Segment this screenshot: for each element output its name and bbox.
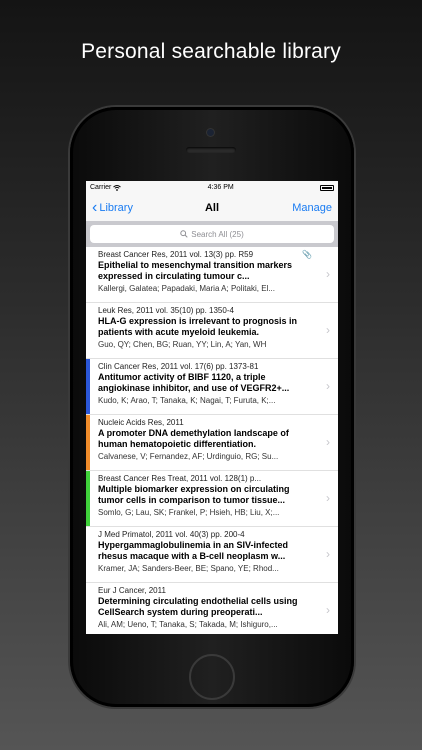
- speaker-grille: [186, 147, 236, 153]
- home-button[interactable]: [189, 654, 235, 700]
- chevron-right-icon: ›: [326, 491, 330, 505]
- chevron-right-icon: ›: [326, 603, 330, 617]
- chevron-right-icon: ›: [326, 379, 330, 393]
- article-row[interactable]: [86, 583, 338, 634]
- article-authors: Kudo, K; Arao, T; Tanaka, K; Nagai, T; Furuta, K;...: [98, 396, 276, 405]
- wifi-icon: [113, 185, 121, 191]
- article-row[interactable]: [86, 247, 338, 303]
- back-button[interactable]: [92, 199, 133, 216]
- article-authors: Somlo, G; Lau, SK; Frankel, P; Hsieh, HB; Liu, X;...: [98, 508, 280, 517]
- search-placeholder: Search All (25): [191, 229, 244, 239]
- chevron-right-icon: ›: [326, 435, 330, 449]
- color-label-bar: [86, 471, 90, 526]
- search-icon: [180, 230, 188, 238]
- article-title: Determining circulating endothelial cells using CellSearch system during preoperati...: [98, 596, 298, 617]
- phone-frame: [70, 107, 354, 707]
- article-title: Hypergammaglobulinemia in an SIV-infected rhesus macaque with a B-cell neoplasm w...: [98, 540, 289, 561]
- chevron-right-icon: ›: [326, 267, 330, 281]
- article-title: Antitumor activity of BIBF 1120, a triple angiokinase inhibitor, and use of VEGFR2+...: [98, 372, 290, 393]
- article-authors: Guo, QY; Chen, BG; Ruan, YY; Lin, A; Yan, WH: [98, 340, 267, 349]
- article-journal: Breast Cancer Res Treat, 2011 vol. 128(1) p...: [98, 474, 262, 483]
- paperclip-icon: 📎: [302, 250, 312, 259]
- article-authors: Kallergi, Galatea; Papadaki, Maria A; Politaki, El...: [98, 284, 275, 293]
- carrier-label: Carrier: [90, 184, 112, 191]
- app-screen: [86, 181, 338, 634]
- chevron-right-icon: ›: [326, 547, 330, 561]
- camera-icon: [207, 129, 214, 136]
- article-journal: Eur J Cancer, 2011: [98, 586, 166, 595]
- chevron-left-icon: ‹: [92, 199, 98, 216]
- article-row[interactable]: [86, 471, 338, 527]
- article-journal: Clin Cancer Res, 2011 vol. 17(6) pp. 1373-81: [98, 362, 259, 371]
- status-time: 4:36 PM: [207, 184, 234, 191]
- manage-button[interactable]: Manage: [292, 201, 332, 214]
- article-title: Epithelial to mesenchymal transition markers expressed in circulating tumour c...: [98, 260, 293, 281]
- search-bar: [86, 221, 338, 247]
- article-row[interactable]: [86, 527, 338, 583]
- article-row[interactable]: [86, 359, 338, 415]
- nav-title: All: [204, 201, 220, 214]
- article-authors: Kramer, JA; Sanders-Beer, BE; Spano, YE; Rhod...: [98, 564, 279, 573]
- marketing-headline: Personal searchable library: [81, 40, 341, 63]
- article-row[interactable]: [86, 303, 338, 359]
- back-button-label: Library: [99, 201, 133, 214]
- color-label-bar: [86, 415, 90, 470]
- article-journal: Nucleic Acids Res, 2011: [98, 418, 184, 427]
- chevron-right-icon: ›: [326, 323, 330, 337]
- search-input[interactable]: [90, 225, 334, 243]
- article-title: A promoter DNA demethylation landscape of human hematopoietic differentiation.: [98, 428, 289, 449]
- navigation-bar: [86, 194, 338, 221]
- article-journal: J Med Primatol, 2011 vol. 40(3) pp. 200-4: [98, 530, 245, 539]
- article-authors: Calvanese, V; Fernandez, AF; Urdinguio, RG; Su...: [98, 452, 279, 461]
- article-title: HLA-G expression is irrelevant to prognosis in patients with acute myeloid leukemia.: [98, 316, 298, 337]
- article-title: Multiple biomarker expression on circulating tumor cells in comparison to tumor tissue...: [98, 484, 290, 505]
- article-authors: Ali, AM; Ueno, T; Tanaka, S; Takada, M; Ishiguro,...: [98, 620, 278, 629]
- article-journal: Breast Cancer Res, 2011 vol. 13(3) pp. R59: [98, 250, 254, 259]
- article-row[interactable]: [86, 415, 338, 471]
- article-list: [86, 247, 338, 634]
- color-label-bar: [86, 359, 90, 414]
- status-bar: [86, 181, 338, 194]
- battery-icon: [320, 185, 334, 191]
- article-journal: Leuk Res, 2011 vol. 35(10) pp. 1350-4: [98, 306, 234, 315]
